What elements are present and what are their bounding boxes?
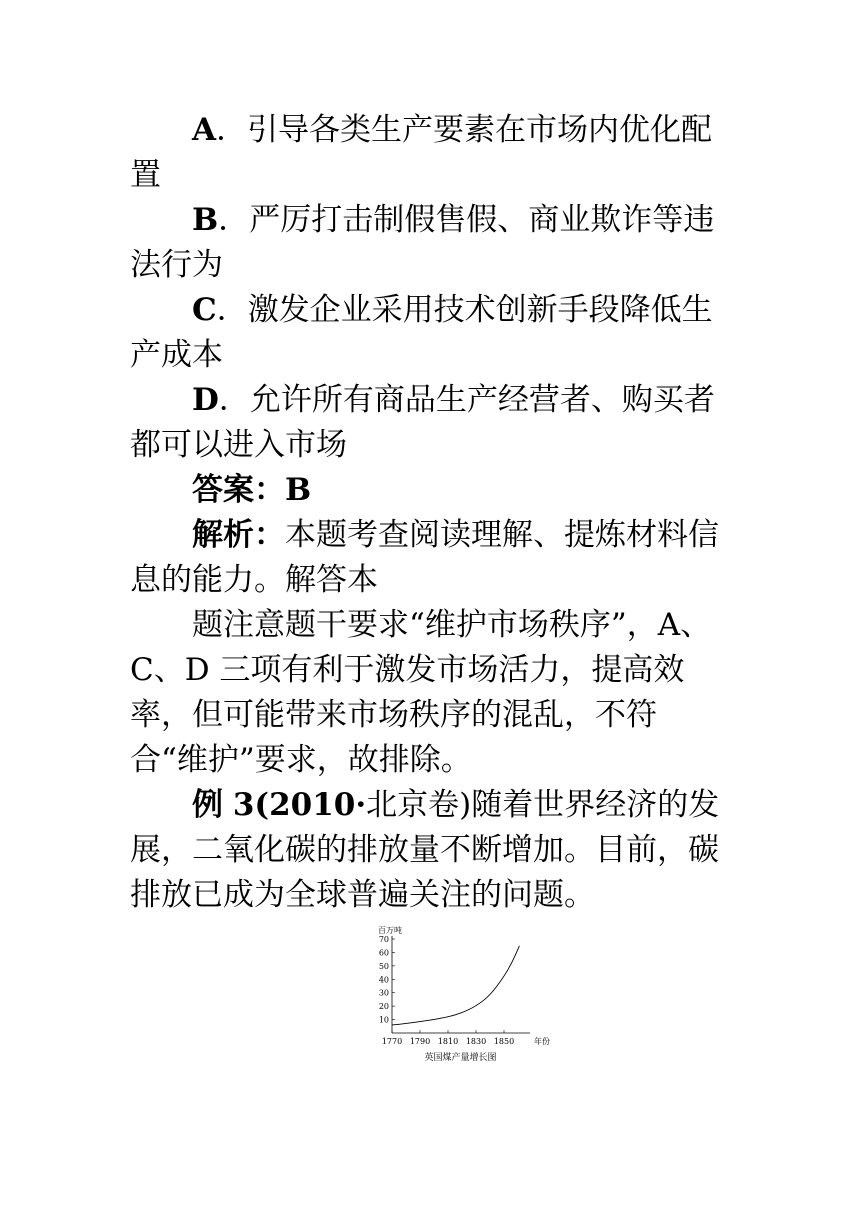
- option-d-letter: D: [192, 382, 219, 418]
- y-tick-label-10: 10: [378, 1015, 389, 1025]
- y-tick-label-30: 30: [378, 988, 389, 998]
- option-c-letter: C: [192, 292, 217, 328]
- answer-line: [130, 468, 730, 513]
- analysis-paragraph-2: [130, 603, 730, 783]
- example-source: 北京卷): [366, 787, 472, 823]
- y-tick-label-60: 60: [378, 948, 389, 958]
- example-number: 3(2010·: [232, 787, 367, 823]
- y-axis-label: 百万吨: [378, 926, 402, 935]
- analysis-text-1: 本题考查阅读理解、提炼材料信息的能力。解答本: [130, 517, 719, 598]
- y-tick-label-40: 40: [378, 975, 389, 985]
- analysis-label: 解析：: [192, 517, 285, 553]
- option-a: [130, 108, 730, 198]
- option-a-letter: A: [192, 112, 217, 148]
- x-axis-label: 年份: [534, 1037, 550, 1046]
- answer-value: B: [285, 472, 312, 508]
- answer-label: 答案：: [192, 472, 285, 508]
- y-tick-label-50: 50: [378, 961, 389, 971]
- x-tick-label-1810: 1810: [437, 1037, 459, 1046]
- option-a-separator: ．: [216, 112, 248, 148]
- option-c: [130, 288, 730, 378]
- series-line-0: [392, 946, 519, 1025]
- option-c-text: 激发企业采用技术创新手段降低生产成本: [130, 292, 713, 373]
- option-c-separator: ．: [216, 292, 248, 328]
- x-tick-label-1770: 1770: [381, 1037, 403, 1046]
- option-a-text: 引导各类生产要素在市场内优化配置: [130, 112, 713, 193]
- example-paragraph: [130, 783, 730, 918]
- option-b-separator: ．: [218, 202, 250, 238]
- option-d-separator: ．: [218, 382, 250, 418]
- analysis-text-2: 题注意题干要求“维护市场秩序”，A、C、D 三项有利于激发市场活力，提高效率，但可能带来市场秩序的混乱，不符合“维护”要求，故排除。: [130, 607, 712, 778]
- chart-svg: [370, 925, 560, 1075]
- example-label: 例: [192, 787, 223, 823]
- x-tick-label-1850: 1850: [493, 1037, 515, 1046]
- option-d: [130, 378, 730, 468]
- chart-caption: 英国煤产量增长图: [424, 1053, 497, 1063]
- coal-output-chart: [370, 925, 560, 1075]
- option-d-text: 允许所有商品生产经营者、购买者都可以进入市场: [130, 382, 715, 463]
- example-text: 随着世界经济的发展，二氧化碳的排放量不断增加。目前，碳排放已成为全球普遍关注的问题。: [130, 787, 720, 913]
- x-tick-label-1830: 1830: [465, 1037, 487, 1046]
- option-b: [130, 198, 730, 288]
- x-tick-label-1790: 1790: [409, 1037, 431, 1046]
- option-b-letter: B: [192, 202, 219, 238]
- y-tick-label-20: 20: [378, 1002, 389, 1012]
- y-tick-label-70: 70: [378, 935, 389, 944]
- option-b-text: 严厉打击制假售假、商业欺诈等违法行为: [130, 202, 715, 283]
- analysis-paragraph-1: [130, 513, 730, 603]
